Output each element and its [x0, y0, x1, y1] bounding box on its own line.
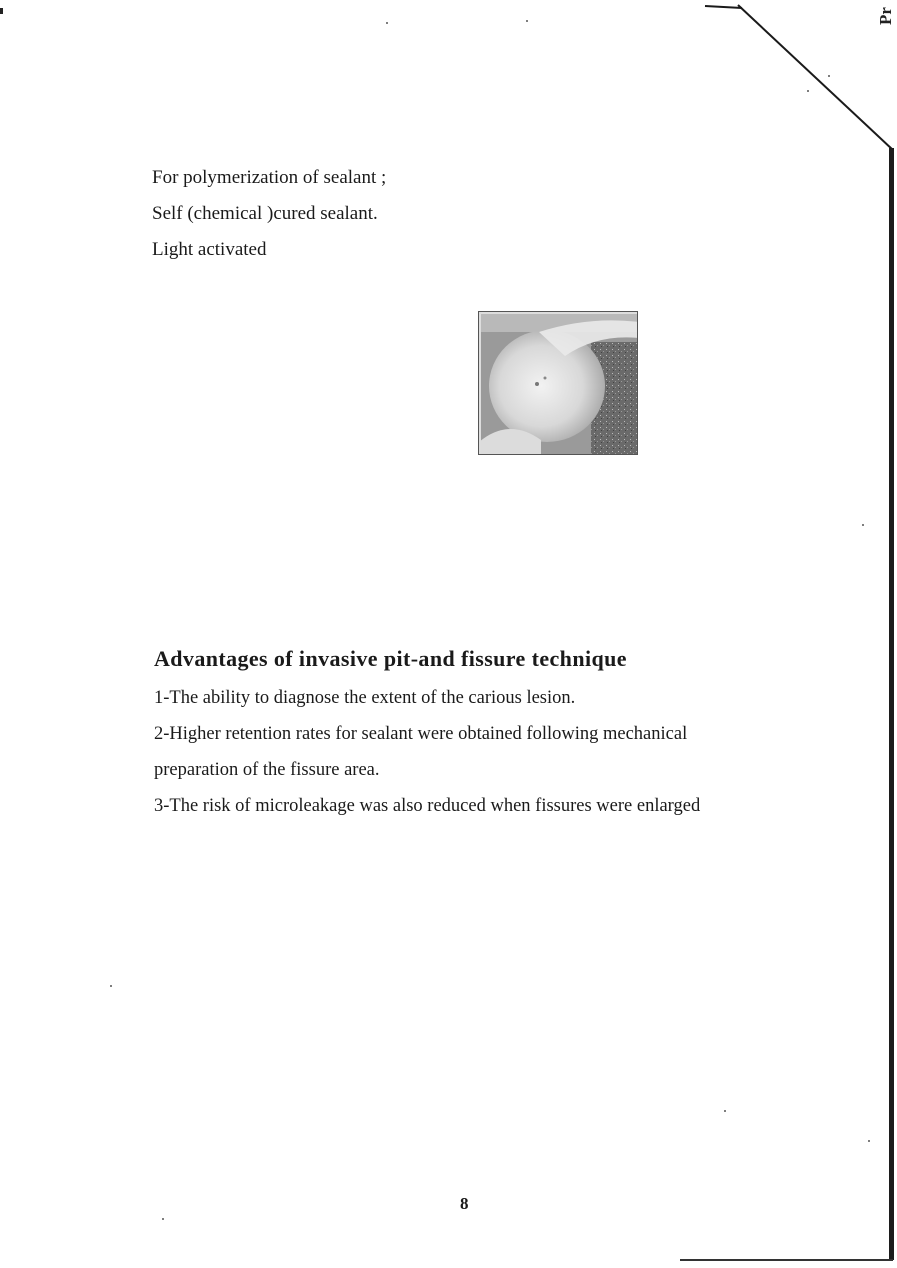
scan-speck: [162, 1218, 164, 1220]
advantage-item: 2-Higher retention rates for sealant were obtained following mechanical: [154, 724, 688, 744]
scan-speck: [807, 90, 809, 92]
section-heading: Advantages of invasive pit-and fissure technique: [154, 646, 627, 671]
scan-speck: [828, 75, 830, 77]
scan-speck: [868, 1140, 870, 1142]
page-number: 8: [460, 1194, 469, 1213]
tooth-sealant-photo: [478, 311, 638, 455]
advantage-item: 3-The risk of microleakage was also reduced when fissures were enlarged: [154, 796, 701, 816]
scan-speck: [526, 20, 528, 22]
sealant-line: Light activated: [152, 239, 267, 260]
sealant-line: Self (chemical )cured sealant.: [152, 203, 378, 224]
scan-speck: [862, 524, 864, 526]
scan-speck: [724, 1110, 726, 1112]
scan-bottom-edge: [680, 1259, 893, 1261]
corner-tab-label: Pr: [876, 7, 896, 25]
advantage-item-continuation: preparation of the fissure area.: [154, 760, 380, 780]
tooth-sealant-photo-icon: [479, 312, 638, 455]
scan-right-edge: [889, 148, 894, 1260]
advantage-item: 1-The ability to diagnose the extent of the carious lesion.: [154, 688, 576, 708]
scan-speck: [386, 22, 388, 24]
scan-speck: [110, 985, 112, 987]
sealant-line: For polymerization of sealant ;: [152, 167, 387, 188]
